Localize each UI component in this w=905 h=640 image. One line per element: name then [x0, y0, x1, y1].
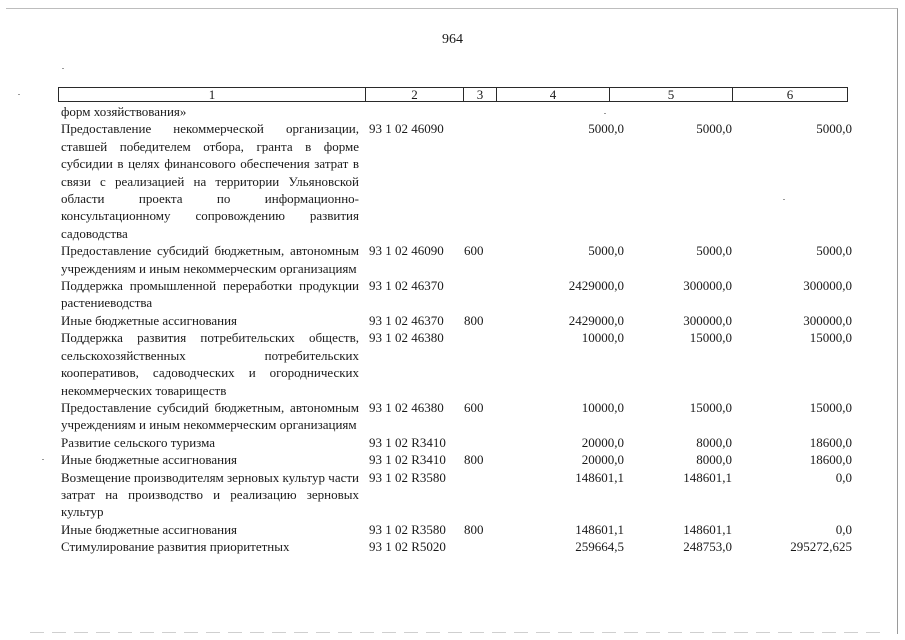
row-name: Иные бюджетные ассигнования — [61, 452, 238, 468]
row-name: форм хозяйствования» — [61, 104, 187, 119]
row-value-4: 5000,0 — [588, 243, 624, 259]
scan-edge-noise — [30, 632, 885, 633]
row-code: 93 1 02 46380 — [369, 330, 444, 346]
row-value-6: 5000,0 — [816, 121, 852, 137]
page-number: 964 — [442, 32, 463, 47]
row-code: 93 1 02 46370 — [369, 312, 444, 328]
row-vr: 800 — [464, 521, 484, 537]
row-value-6: 300000,0 — [803, 312, 852, 328]
row-code: 93 1 02 R3580 — [369, 469, 446, 485]
row-name: Возмещение производителям зерновых культур части затрат на производство и реализацию зерновых культур — [61, 469, 359, 520]
row-vr: 800 — [464, 312, 484, 328]
table-row — [61, 103, 852, 120]
row-code: 93 1 02 46090 — [369, 243, 444, 259]
row-value-4: 2429000,0 — [568, 312, 624, 328]
row-code: 93 1 02 46090 — [369, 121, 444, 137]
row-name: Стимулирование развития приоритетных — [61, 539, 290, 555]
row-name: Предоставление субсидий бюджетным, автономным учреждениям и иным некоммерческим организациям — [61, 399, 359, 433]
table-row — [61, 242, 852, 277]
header-col-2: 2 — [365, 88, 463, 101]
row-value-6: 0,0 — [835, 469, 852, 485]
row-value-5: 8000,0 — [696, 434, 732, 450]
row-value-5: 248753,0 — [683, 539, 732, 555]
header-col-5: 5 — [609, 88, 732, 101]
header-col-3: 3 — [463, 88, 496, 101]
table-row — [61, 434, 852, 451]
row-code: 93 1 02 R3410 — [369, 452, 446, 468]
scan-speck — [62, 68, 64, 69]
header-col-1: 1 — [208, 87, 216, 102]
table-row — [61, 451, 852, 468]
table-row — [61, 329, 852, 399]
row-name: Развитие сельского туризма — [61, 434, 216, 450]
row-value-5: 15000,0 — [689, 399, 732, 415]
row-name: Предоставление субсидий бюджетным, автономным учреждениям и иным некоммерческим организациям — [61, 243, 359, 276]
scan-speck — [18, 94, 20, 95]
row-value-5: 5000,0 — [696, 243, 732, 259]
table-row — [61, 469, 852, 521]
scan-speck — [42, 459, 44, 460]
row-value-5: 5000,0 — [696, 121, 732, 137]
row-value-4: 20000,0 — [581, 434, 624, 450]
row-name: Поддержка промышленной переработки продукции растениеводства — [61, 278, 359, 311]
row-code: 93 1 02 R5020 — [369, 539, 446, 555]
table-row — [61, 277, 852, 312]
row-value-5: 148601,1 — [683, 521, 732, 537]
header-col-4: 4 — [496, 88, 609, 101]
table-body — [61, 103, 852, 556]
row-name: Иные бюджетные ассигнования — [61, 521, 238, 537]
table-row — [61, 538, 852, 555]
row-value-6: 5000,0 — [816, 243, 852, 259]
row-value-5: 8000,0 — [696, 452, 732, 468]
row-value-6: 18600,0 — [809, 434, 852, 450]
scan-speck — [783, 199, 785, 200]
row-value-5: 300000,0 — [683, 278, 732, 294]
row-value-4: 148601,1 — [575, 469, 624, 485]
row-value-5: 148601,1 — [683, 469, 732, 485]
table-row — [61, 120, 852, 242]
row-code: 93 1 02 46370 — [369, 278, 444, 294]
row-name: Иные бюджетные ассигнования — [61, 312, 238, 328]
row-vr: 600 — [464, 399, 484, 415]
row-vr: 800 — [464, 452, 484, 468]
row-value-6: 15000,0 — [809, 399, 852, 415]
row-vr: 600 — [464, 243, 484, 259]
row-value-4: 10000,0 — [581, 330, 624, 346]
row-value-6: 18600,0 — [809, 452, 852, 468]
row-value-4: 10000,0 — [581, 399, 624, 415]
row-code: 93 1 02 R3580 — [369, 521, 446, 537]
row-value-4: 148601,1 — [575, 521, 624, 537]
row-code: 93 1 02 R3410 — [369, 434, 446, 450]
table-row — [61, 521, 852, 538]
row-value-6: 0,0 — [835, 521, 852, 537]
row-value-6: 295272,625 — [790, 539, 852, 555]
row-name: Поддержка развития потребительских обществ, сельскохозяйственных потребительских кооперативов, садоводческих и огороднических некоммерческих товариществ — [61, 330, 359, 398]
table-row — [61, 312, 852, 329]
row-name: Предоставление некоммерческой организации, ставшей победителем отбора, гранта в форме субсидии в целях финансового обеспечения затрат в связи с реализацией на территории Ульяновской области проекта по информационно-консультационному сопровождению развития садоводства — [61, 121, 359, 241]
row-value-6: 300000,0 — [803, 278, 852, 294]
table-header-row — [58, 87, 848, 102]
row-value-4: 2429000,0 — [568, 278, 624, 294]
header-col-6: 6 — [732, 88, 847, 101]
table-row — [61, 399, 852, 434]
row-value-6: 15000,0 — [809, 330, 852, 346]
row-value-5: 300000,0 — [683, 312, 732, 328]
scan-speck — [604, 113, 606, 114]
row-value-4: 5000,0 — [588, 121, 624, 137]
row-value-4: 259664,5 — [575, 539, 624, 555]
row-value-5: 15000,0 — [689, 330, 732, 346]
row-code: 93 1 02 46380 — [369, 399, 444, 415]
row-value-4: 20000,0 — [581, 452, 624, 468]
